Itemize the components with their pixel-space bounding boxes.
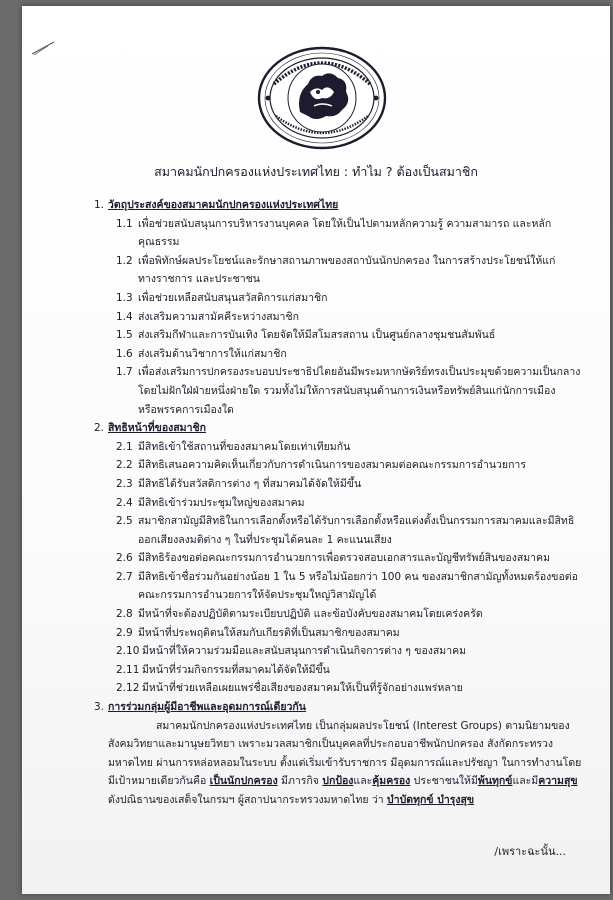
list-item	[116, 252, 588, 289]
section-1	[94, 196, 588, 215]
list-item	[116, 661, 588, 680]
item-text: ออกเสียงลงมติต่าง ๆ ในที่ประชุมได้คนละ 1 คะแนนเสียง	[138, 533, 392, 546]
continuation-note: /เพราะฉะนั้น...	[494, 845, 566, 858]
paragraph-text: และมี	[512, 775, 539, 788]
emphasis-text: ความสุข	[538, 775, 578, 788]
section-number: 1.	[94, 199, 105, 211]
section-heading: วัตถุประสงค์ของสมาคมนักปกครองแห่งประเทศไทย	[108, 199, 339, 211]
item-number: 2.7	[116, 570, 133, 583]
emphasis-text: พ้นทุกข์	[477, 775, 513, 788]
list-item	[116, 679, 588, 698]
item-number: 1.5	[116, 329, 133, 342]
item-number: 2.8	[116, 608, 133, 621]
list-item	[116, 494, 588, 513]
item-text: มีสิทธิร้องขอต่อคณะกรรมการอำนวยการเพื่อตรวจสอบเอกสารและบัญชีทรัพย์สินของสมาคม	[138, 552, 551, 565]
item-text: เพื่อส่งเสริมการปกครองระบอบประชาธิปไตยอันมีพระมหากษัตริย์ทรงเป็นประมุขด้วยความเป็นกลาง	[138, 366, 581, 379]
item-number: 2.6	[116, 552, 133, 565]
item-text: สมาชิกสามัญมีสิทธิในการเลือกตั้งหรือได้รับการเลือกตั้งหรือแต่งตั้งเป็นกรรมการสมาคมและมีสิทธิ	[138, 515, 575, 528]
list-item	[116, 289, 588, 308]
item-number: 2.9	[116, 626, 133, 639]
item-number: 2.2	[116, 459, 133, 472]
section-2	[94, 419, 588, 438]
list-item	[116, 605, 588, 624]
list-item	[116, 475, 588, 494]
list-item	[116, 438, 588, 457]
section-number: 2.	[94, 422, 105, 435]
item-text: มีหน้าที่ช่วยเหลือเผยแพร่ชื่อเสียงของสมาคมให้เป็นที่รู้จักอย่างแพร่หลาย	[142, 682, 463, 695]
list-item	[116, 512, 588, 549]
item-text: มีสิทธิเข้าร่วมประชุมใหญ่ของสมาคม	[138, 496, 305, 509]
item-text: เพื่อช่วยสนับสนุนการบริหารงานบุคคล โดยให้เป็นไปตามหลักความรู้ ความสามารถ และหลักคุณธรรม	[138, 217, 552, 249]
item-text: เพื่อช่วยเหลือสนับสนุนสวัสดิการแก่สมาชิก	[138, 291, 328, 304]
paragraph-text: มีภารกิจ	[277, 775, 323, 788]
item-number: 1.1	[116, 217, 133, 230]
item-text: มีสิทธิได้รับสวัสดิการต่าง ๆ ที่สมาคมได้จัดให้มีขึ้น	[138, 477, 362, 490]
item-number: 2.5	[116, 515, 133, 528]
section-2-items	[108, 438, 588, 698]
paragraph-text: สมาคมนักปกครองแห่งประเทศไทย เป็นกลุ่มผลประโยชน์ (Interest Groups) ตามนิยามของสังคมวิทยาและมานุษยวิทยา เพราะมวลสมาชิกเป็นบุคคลที่ประกอบอาชีพนักปกครอง สังกัดกระทรวงมหาดไทย ผ่านการหล่อหลอมในระบบ ตั้งแต่เริ่มเข้ารับราชการ มีอุดมการณ์และปรัชญา ในการทำงานโดยมีเป้าหมายเดียวกันคือ	[108, 719, 582, 788]
list-item	[116, 363, 588, 419]
section-3-paragraph	[108, 717, 588, 810]
item-text: มีหน้าที่ให้ความร่วมมือและสนับสนุนการดำเนินกิจการต่าง ๆ ของสมาคม	[142, 645, 467, 658]
document-body	[94, 196, 588, 810]
item-number: 1.3	[116, 291, 133, 304]
paragraph-text: ประชาชนให้มี	[410, 775, 478, 788]
item-number: 1.4	[116, 310, 133, 323]
list-item	[116, 308, 588, 327]
association-seal-logo	[256, 46, 388, 150]
item-text: มีสิทธิเข้าใช้สถานที่ของสมาคมโดยเท่าเทียมกัน	[138, 440, 351, 453]
item-number: 2.4	[116, 496, 133, 509]
document-title: สมาคมนักปกครองแห่งประเทศไทย : ทำไม ? ต้องเป็นสมาชิก	[154, 164, 478, 179]
item-text: มีสิทธิเข้าชื่อร่วมกันอย่างน้อย 1 ใน 5 หรือไม่น้อยกว่า 100 คน ของสมาชิกสามัญทั้งหมดร้องขอต่อ	[138, 570, 578, 583]
emphasis-text: บำบัดทุกข์ บำรุงสุข	[387, 794, 475, 806]
section-number: 3.	[94, 701, 105, 714]
item-number: 2.3	[116, 477, 133, 490]
item-number: 2.10	[116, 645, 140, 658]
item-text: โดยไม่ฝักใฝ่ฝ่ายหนึ่งฝ่ายใด รวมทั้งไม่ให้การสนับสนุนด้านการเงินหรือทรัพย์สินแก่นักการเมือง	[138, 384, 556, 397]
section-3	[94, 698, 588, 717]
item-number: 2.11	[116, 663, 140, 676]
paragraph-text: ดังปณิธานของเสด็จในกรมฯ ผู้สถาปนากระทรวงมหาดไทย ว่า	[108, 794, 388, 806]
paragraph-text: และ	[353, 775, 373, 788]
item-text: ทางราชการ และประชาชน	[138, 273, 260, 286]
section-heading: การร่วมกลุ่มผู้มีอาชีพและอุดมการณ์เดียวกัน	[108, 701, 306, 714]
item-text: ส่งเสริมความสามัคคีระหว่างสมาชิก	[138, 310, 299, 323]
item-text: หรือพรรคการเมืองใด	[138, 403, 234, 416]
list-item	[116, 624, 588, 643]
emphasis-text: ปกป้อง	[322, 775, 354, 788]
emphasis-text: เป็นนักปกครอง	[209, 775, 278, 788]
section-1-items	[108, 215, 588, 420]
item-text: ส่งเสริมด้านวิชาการให้แก่สมาชิก	[138, 347, 287, 360]
item-text: คณะกรรมการอำนวยการให้จัดประชุมใหญ่วิสามัญได้	[138, 589, 377, 602]
item-text: มีหน้าที่ประพฤติตนให้สมกับเกียรติที่เป็นสมาชิกของสมาคม	[138, 626, 400, 639]
pen-scribble	[30, 40, 56, 56]
list-item	[116, 456, 588, 475]
document-page	[22, 6, 610, 894]
item-number: 1.2	[116, 254, 133, 267]
item-text: มีหน้าที่จะต้องปฏิบัติตามระเบียบปฏิบัติ และข้อบังคับของสมาคมโดยเคร่งครัด	[138, 608, 483, 621]
list-item	[116, 215, 588, 252]
section-heading: สิทธิหน้าที่ของสมาชิก	[108, 422, 206, 435]
emphasis-text: คุ้มครอง	[372, 775, 411, 788]
item-number: 1.7	[116, 366, 133, 379]
item-text: มีหน้าที่ร่วมกิจกรรมที่สมาคมได้จัดให้มีขึ้น	[142, 663, 330, 676]
item-number: 1.6	[116, 347, 133, 360]
list-item	[116, 326, 588, 345]
list-item	[116, 345, 588, 364]
item-text: มีสิทธิเสนอความคิดเห็นเกี่ยวกับการดำเนินการของสมาคมต่อคณะกรรมการอำนวยการ	[138, 459, 526, 472]
item-text: ส่งเสริมกีฬาและการบันเทิง โดยจัดให้มีสโมสรสถาน เป็นศูนย์กลางชุมชนสัมพันธ์	[138, 329, 496, 342]
list-item	[116, 549, 588, 568]
list-item	[116, 568, 588, 605]
list-item	[116, 642, 588, 661]
item-number: 2.1	[116, 440, 133, 453]
item-number: 2.12	[116, 682, 140, 695]
item-text: เพื่อพิทักษ์ผลประโยชน์และรักษาสถานภาพของสถาบันนักปกครอง ในการสร้างประโยชน์ให้แก่	[138, 254, 556, 267]
